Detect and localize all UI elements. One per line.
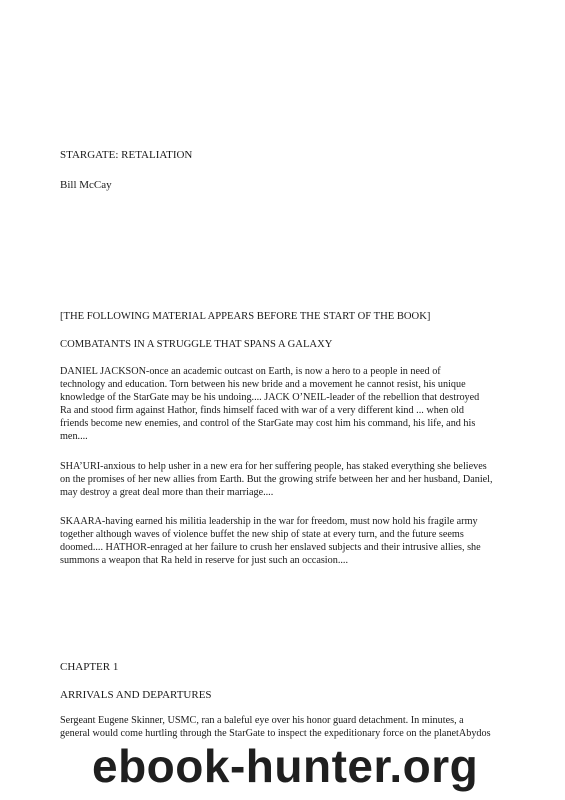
- paragraph-line: general would come hurtling through the StarGate to inspect the expeditionary force on the planetAbydos: [60, 728, 491, 739]
- front-matter-note: [THE FOLLOWING MATERIAL APPEARS BEFORE THE START OF THE BOOK]: [60, 311, 431, 322]
- paragraph-line: men....: [60, 431, 88, 442]
- watermark-text: ebook-hunter.org: [92, 740, 479, 792]
- front-matter-heading: COMBATANTS IN A STRUGGLE THAT SPANS A GALAXY: [60, 339, 333, 350]
- paragraph-line: SKAARA-having earned his militia leadership in the war for freedom, must now hold his fragile army: [60, 516, 478, 527]
- paragraph-line: together although waves of violence buffet the new ship of state at every turn, and the future seems: [60, 529, 464, 540]
- paragraph-line: on the promises of her new allies from Earth. But the growing strife between her and her husband, Daniel,: [60, 474, 493, 485]
- paragraph-line: SHA’URI-anxious to help usher in a new era for her suffering people, has staked everything she believes: [60, 461, 487, 472]
- paragraph-line: may destroy a great deal more than their marriage....: [60, 487, 274, 498]
- paragraph-line: Ra and stood firm against Hathor, finds himself faced with war of a very different kind ... when old: [60, 405, 464, 416]
- book-author: Bill McCay: [60, 179, 112, 191]
- chapter-opening-paragraph: [60, 714, 520, 740]
- paragraph-daniel-jackson: [60, 365, 520, 443]
- paragraph-line: knowledge of the StarGate may be his undoing.... JACK O’NEIL-leader of the rebellion that destroyed: [60, 392, 480, 403]
- paragraph-line: friends become new enemies, and control of the StarGate may cost him his command, his life, and his: [60, 418, 476, 429]
- paragraph-line: DANIEL JACKSON-once an academic outcast on Earth, is now a hero to a people in need of: [60, 366, 441, 377]
- paragraph-line: doomed.... HATHOR-enraged at her failure to crush her enslaved subjects and their intrusive allies, she: [60, 542, 481, 553]
- book-title: STARGATE: RETALIATION: [60, 149, 193, 161]
- paragraph-line: summons a weapon that Ra held in reserve for just such an occasion....: [60, 555, 349, 566]
- chapter-title: ARRIVALS AND DEPARTURES: [60, 689, 212, 701]
- paragraph-line: Sergeant Eugene Skinner, USMC, ran a baleful eye over his honor guard detachment. In minutes, a: [60, 715, 464, 726]
- chapter-label: CHAPTER 1: [60, 661, 119, 673]
- paragraph-shauri: [60, 460, 520, 499]
- paragraph-skaara: [60, 515, 520, 567]
- paragraph-line: technology and education. Torn between his new bride and a movement he cannot resist, his unique: [60, 379, 466, 390]
